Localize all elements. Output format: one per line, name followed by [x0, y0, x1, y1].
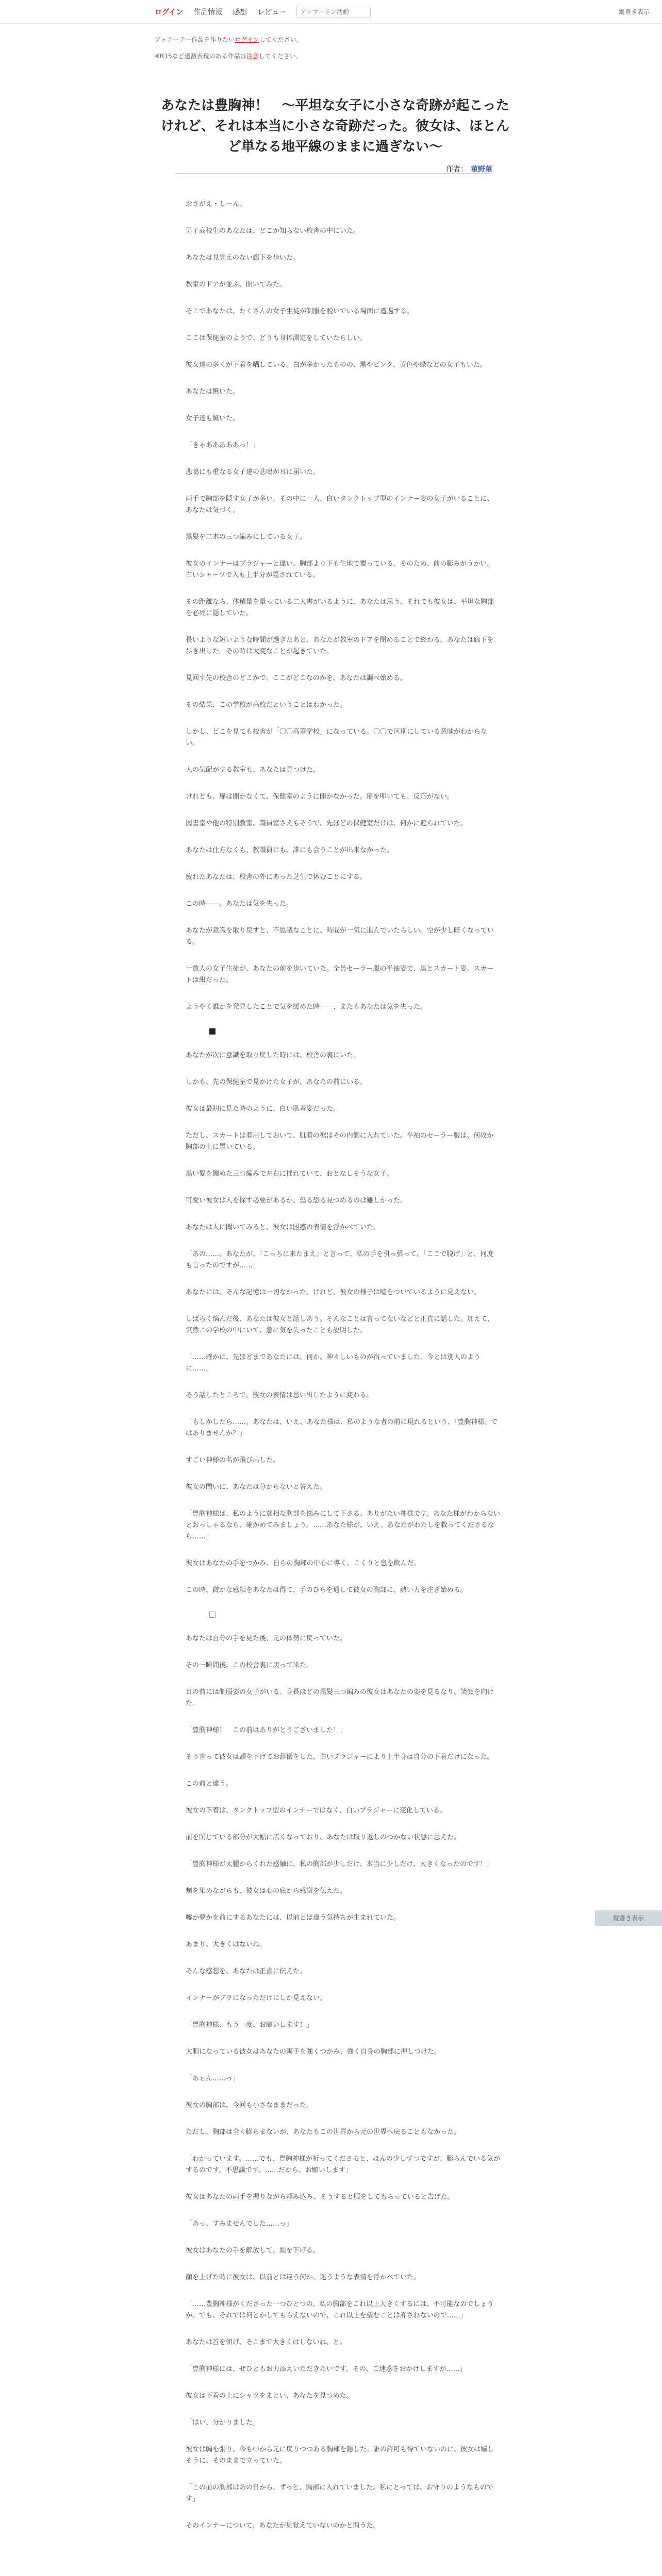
story-paragraph: 「豊胸神様には、ぜひともお力添えいただきたいです。その、ご迷惑をおかけしますが……」 [186, 2365, 467, 2373]
section-break-marker-2 [209, 1612, 216, 1618]
search-input[interactable] [296, 6, 371, 18]
story-paragraph: 頬を染めながらも、彼女は心の底から感謝を伝えた。 [186, 1887, 347, 1895]
story-paragraph: あなたが意識を取り戻すと、不思議なことに、時間が一気に進んでいたらしい。空が少し暗くなっている。 [186, 927, 494, 946]
story-preface: おさがえ・しーん。 [186, 200, 246, 208]
story-paragraph: そう言って彼女は頭を下げてお辞儀をした。白いブラジャーにより上半身は自分の下着だけになった。 [186, 1753, 494, 1761]
story-paragraph: 彼女は最初に見た時のように、白い肌着姿だった。 [186, 1105, 340, 1113]
warning-middle: など過激表現のある作品は [172, 53, 246, 60]
story-paragraph: 大胆になっている彼女はあなたの両手を強くつかみ、強く自身の胸部に押しつけた。 [186, 2048, 441, 2056]
story-paragraph: 女子達も驚いた。 [186, 415, 240, 422]
story-paragraph: 可愛い彼女は人を探す必要があるか、恐る恐る見つめるのは難しかった。 [186, 1197, 407, 1205]
story-paragraph: しかし、どこを見ても校舎が「〇〇高等学校」になっている。〇〇で区別にしている意味がわからない。 [186, 728, 488, 747]
notice-login-link[interactable]: ログイン [235, 36, 259, 43]
story-paragraph: 長いような短いような時間が過ぎたあと、あなたが教室のドアを閉めることで終わる。あなたは廊下を歩き出した。その時は大変なことが起きていた。 [186, 636, 494, 655]
story-paragraph: 「この前の胸部はあの日から、ずっと、胸部に入れていました。私にとっては、お守りのようなものです」 [186, 2484, 493, 2503]
story-paragraph: インナーがブラになっただけにしか見えない。 [186, 1994, 327, 2002]
notice-suffix: してください。 [259, 36, 303, 43]
story-paragraph: 「もしかしたら……。あなたは、いえ、あなた様は、私のような者の前に現れるという、『豊胸神様』ではありませんか？」 [186, 1418, 498, 1437]
notice-prefix: アッテーテー作品を作りたい [155, 36, 235, 43]
floating-side-tab[interactable]: 縦書き表示 [595, 1910, 662, 1926]
story-paragraph: しばらく悩んだ後、あなたは彼女と話しあう。そんなことは言ってないなどと正直に話した。加えて、突然この学校の中にいて、急に気を失ったことも説明した。 [186, 1315, 494, 1334]
story-paragraph: 彼女の胸部は、今回も小さなままだった。 [186, 2102, 313, 2109]
story-section-1 [186, 226, 500, 1013]
story-paragraph: 「豊胸神様！ この前はありがとうございました！」 [186, 1726, 347, 1734]
story-paragraph: 「……確かに、先ほどまであなたには、何か、神々しいものが宿っていました。今とは別人のように……」 [186, 1353, 481, 1372]
story-paragraph: 彼女の問いに、あなたは分からないと答えた。 [186, 1483, 327, 1491]
story-paragraph: 「きゃあああああっ！」 [186, 442, 259, 449]
comments-link[interactable]: 感想 [233, 8, 247, 16]
author-row [155, 164, 492, 174]
story-paragraph: あなたは驚いた。 [186, 388, 240, 396]
story-paragraph: その距離なら、体積量を量っている二大書がいるように、あなたは思う。それでも彼女は、平坦な胸部を必死に隠していた。 [186, 598, 494, 617]
story-paragraph: あなたが次に意識を取り戻した時には、校舎の裏にいた。 [186, 1052, 360, 1059]
story-body [186, 199, 500, 2547]
section-break-marker [209, 1028, 216, 1035]
story-paragraph: 「はい、分かりました」 [186, 2419, 260, 2427]
story-paragraph: あなたは首を傾げ、そこまで大きくはしないね、と。 [186, 2338, 346, 2346]
story-paragraph: 黒い髪を纏めた三つ編みで左右に揺れていて、おとなしそうな女子。 [186, 1170, 393, 1178]
story-paragraph: 人の気配がする教室も、あなたは見つけた。 [186, 766, 320, 774]
content-warning-notice [155, 52, 302, 60]
top-navigation-bar [0, 0, 662, 24]
story-section-1b [186, 1050, 500, 1596]
story-paragraph: 彼女はあなたの両手を握りながら頼み込み、そうすると服をしてもらっていると告げた。 [186, 2193, 454, 2201]
warning-prefix: ※R15 [155, 53, 172, 60]
story-paragraph: 嘘か夢かを前にするあなたには、以前とは違う気持ちが生まれていた。 [186, 1914, 401, 1922]
author-label: 作者： [446, 165, 468, 174]
login-notice [155, 35, 303, 44]
story-paragraph: 「わかっています。……でも、豊胸神様が祈ってくださると、ほんの少しずつですが、膨らんでいる気がするのです。不思議です。……だから、お願いします」 [186, 2155, 500, 2174]
story-paragraph: けれども、扉は開かなくて、保健室のように開かなかった。扉を叩いても、反応がない。 [186, 793, 454, 801]
story-paragraph: 彼女のインナーはブラジャーと違い、胸部より下も生地で覆っている。そのため、前の膨みがうかい。白いシャーツで入も上半分が隠されている。 [186, 560, 494, 579]
story-paragraph: あなたには、そんな記憶は一切なかった。けれど、彼女の様子は嘘をついているように見えない。 [186, 1289, 481, 1296]
story-paragraph: 「豊胸神様が太腿からくれた感触に、私の胸部が少しだけ、本当に少しだけ、大きくなったのです！」 [186, 1860, 493, 1868]
story-paragraph: 「あっ、すみませんでした……っ」 [186, 2220, 293, 2228]
story-paragraph: 「豊胸神様、もう一度、お願いします！」 [186, 2021, 313, 2029]
story-paragraph: そう話したところで、彼女の表情は思い出したように変わる。 [186, 1392, 373, 1399]
story-paragraph: 教室のドアが並ぶ、開いてみた。 [186, 281, 286, 289]
story-paragraph: ただし、胸部は全く膨らまないが、あなたもこの世界から元の世界へ戻ることもなかった。 [186, 2128, 461, 2136]
story-paragraph: 目の前には制服姿の女子がいる。身長ほどの黒髪三つ編みの彼女はあなたの姿を見るなり、笑顔を向けた。 [186, 1688, 494, 1707]
story-paragraph: この前と違う。 [186, 1780, 233, 1788]
title-divider [175, 173, 490, 174]
story-paragraph: あなたは自分の手を見た後、元の体勢に戻っていた。 [186, 1635, 347, 1642]
story-title: あなたは豊胸神！ 〜平坦な女子に小さな奇跡が起こったけれど、それは本当に小さな奇跡だった。彼女は、ほとんど単なる地平線のままに過ぎない〜 [160, 98, 509, 155]
story-paragraph: この時、微かな感触をあなたは得て、手のひらを通して彼女の胸部に、熱い力を注ぎ始める。 [186, 1586, 467, 1594]
story-paragraph: そのインナーについて、あなたが見覚えていないのかと問うた。 [186, 2522, 380, 2530]
story-paragraph: 彼女はあなたの手をつかみ、自らの胸部の中心に導く。こくりと息を飲んだ。 [186, 1560, 421, 1567]
story-paragraph: 黒髪を二本の三つ編みにしている女子。 [186, 533, 307, 541]
story-paragraph: あなたは見覚えのない廊下を歩いた。 [186, 254, 300, 262]
story-paragraph: 彼女はあなたの手を解放して、頭を下げる。 [186, 2247, 320, 2255]
story-paragraph: 「……豊胸神様がくださった一つひとつの、私の胸部をこれ以上大きくするには、不可能なのでしょうか。でも、それでは何とかしてもらえないので、これ以上を望むことは許されないので……」 [186, 2300, 494, 2319]
warning-link[interactable]: 注意 [246, 53, 259, 60]
story-paragraph: その結果、この学校が高校だということはわかった。 [186, 701, 347, 709]
story-paragraph: 顔を上げた時に彼女は、以前とは違う何か、迷うような表情を浮かべていた。 [186, 2274, 421, 2281]
story-paragraph: 十数人の女子生徒が、あなたの前を歩いていた。全員セーラー服の半袖姿で、黒とスカート姿。スカートは紺だった。 [186, 965, 494, 984]
story-paragraph: 彼女は胸を張り、今も中から元に戻りつつある胸部を隠した。誰の許可も得ていないのに、彼女は嬉しそうに、そのままで立っていた。 [186, 2446, 494, 2465]
login-link[interactable]: ログイン [155, 8, 184, 16]
story-paragraph: ただし、スカートは着用しておいて、肌着の裾はその内側に入れていた。半袖のセーラー服は、何故か胸部の上に置いている。 [186, 1132, 494, 1151]
story-paragraph: すごい神様の名が飛び出した。 [186, 1456, 280, 1464]
story-paragraph: 彼女の下着は、タンクトップ型のインナーではなく、白いブラジャーに変化している。 [186, 1807, 446, 1815]
main-nav [155, 6, 371, 18]
story-paragraph: その一瞬間後、この校舎裏に戻って来た。 [186, 1662, 313, 1669]
story-paragraph: 「豊胸神様は、私のように貧相な胸部を悩みにして下さる、ありがたい神様です。あなた様がわからないとおっしゃるなら、確かめてみましょう。……あなた様が、いえ、あなたがわたしを救ってくださるなら……」 [186, 1510, 500, 1540]
author-link[interactable]: 菫野菫 [471, 165, 492, 174]
works-link[interactable]: 作品情報 [193, 8, 223, 16]
story-paragraph: 見回す先の校舎のどこかで、ここがどこなのかを、あなたは調べ始める。 [186, 674, 407, 682]
story-paragraph: あまり、大きくはないね。 [186, 1941, 267, 1948]
reviews-link[interactable]: レビュー [257, 8, 287, 16]
story-paragraph: あなたは仕方なくも、教職員にも、誰にも会うことが出来なかった。 [186, 846, 394, 854]
story-paragraph: 前を閉じている部分が大幅に広くなっており、あなたは取り返しのつかない状態に思えた。 [186, 1834, 461, 1841]
story-paragraph: しかも、先の保健室で見かけた女子が、あなたの前にいる。 [186, 1078, 367, 1086]
story-paragraph: ここは保健室のようで、どうも身体測定をしていたらしい。 [186, 334, 367, 342]
story-section-2 [186, 1633, 500, 2532]
story-paragraph: 「あぁん……っ」 [186, 2075, 239, 2082]
story-paragraph: 男子高校生のあなたは、どこか知らない校舎の中にいた。 [186, 227, 360, 235]
story-paragraph: そんな感想を、あなたは正直に伝えた。 [186, 1968, 307, 1975]
story-paragraph: ようやく誰かを発見したことで気を緩めた時——、またもあなたは気を失った。 [186, 1003, 427, 1011]
story-paragraph: 両手で胸部を隠す女子が多い。その中に一人、白いタンクトップ型のインナー姿の女子がいることに、あなたは気づく。 [186, 495, 494, 514]
vertical-reading-button[interactable]: 縦書き表示 [618, 8, 650, 15]
story-paragraph: 図書室や他の特別教室、職員室さえもそうで、先ほどの保健室だけは、何かに遮られていた。 [186, 820, 467, 827]
story-paragraph: 彼女達の多くが下着を晒している。白が多かったものの、黒やピンク、黄色や緑などの女子もいた。 [186, 361, 487, 369]
story-paragraph: 「あの……。あなたが、『こっちに来たまえ』と言って、私の手を引っ張って、「ここで脱げ」と、何度も言ったのですが……」 [186, 1250, 494, 1269]
warning-suffix: してください。 [258, 53, 302, 60]
story-paragraph: そこであなたは、たくさんの女子生徒が制服を脱いでいる場面に遭遇する。 [186, 308, 414, 315]
story-paragraph: あなたは人に聞いてみると、彼女は困惑の表情を浮かべていた。 [186, 1224, 380, 1231]
story-paragraph: 悲鳴にも重なる女子達の悲鳴が耳に届いた。 [186, 468, 320, 476]
story-paragraph: 彼女は下着の上にシャツをまとい、あなたを見つめた。 [186, 2392, 353, 2400]
story-paragraph: この時——。あなたは気を失った。 [186, 900, 293, 908]
story-paragraph: 疲れたあなたは、校舎の外にあった芝生で休むことにする。 [186, 873, 367, 881]
